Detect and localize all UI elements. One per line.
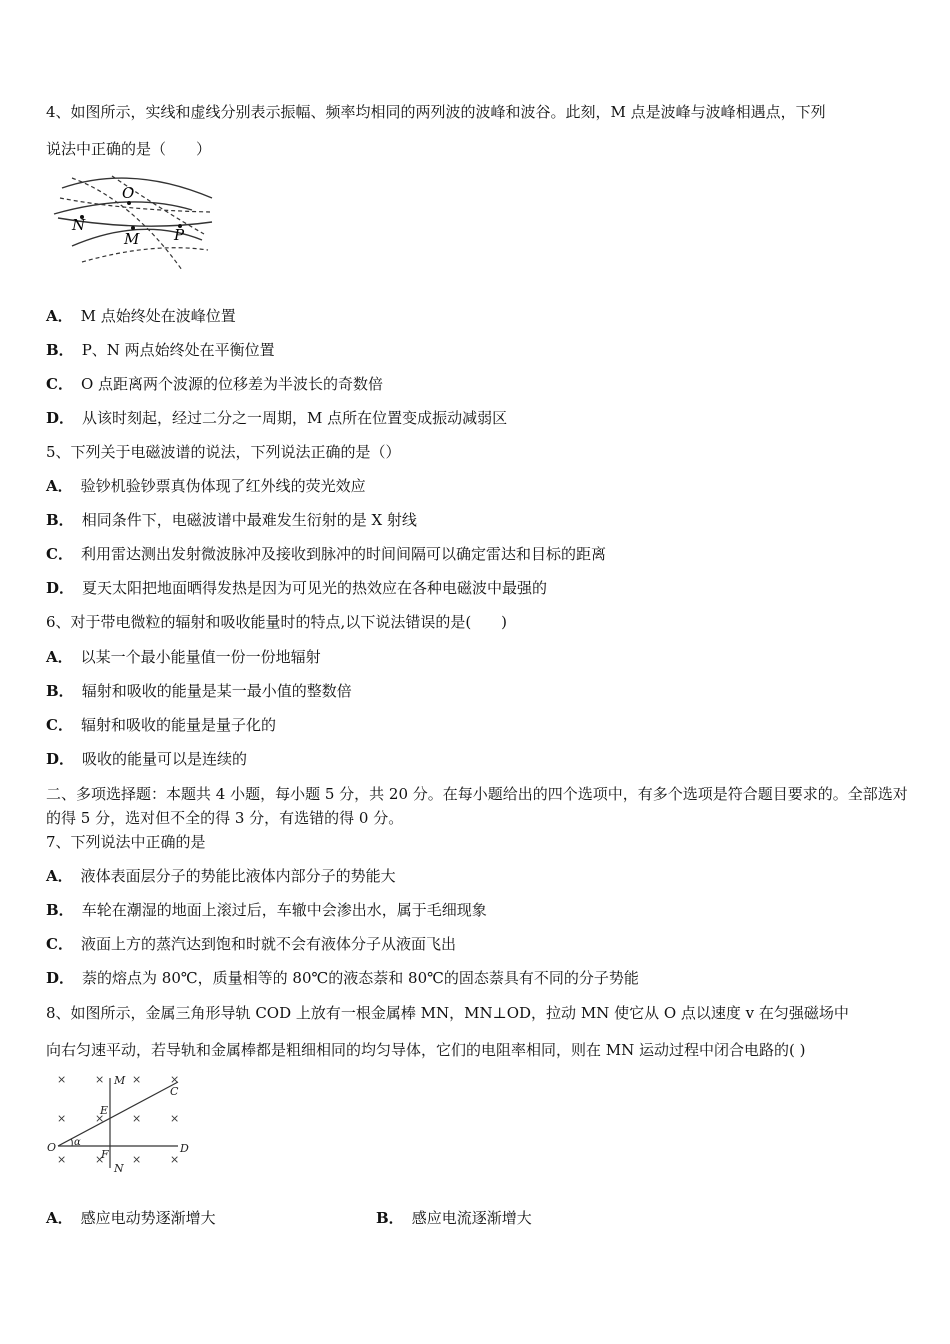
option-text: 液面上方的蒸汽达到饱和时就不会有液体分子从液面飞出	[80, 935, 456, 953]
q4-option-d	[46, 408, 910, 428]
option-label: A．	[46, 477, 73, 495]
point-p-label: P	[174, 226, 185, 244]
option-text: 萘的熔点为 80℃，质量相等的 80℃的液态萘和 80℃的固态萘具有不同的分子势能	[82, 969, 639, 987]
option-text: 液体表面层分子的势能比液体内部分子的势能大	[80, 867, 396, 885]
option-label: C．	[46, 935, 73, 953]
label-n: N	[114, 1162, 124, 1175]
cross-mark: ×	[170, 1073, 180, 1086]
label-f: F	[101, 1148, 109, 1161]
cross-mark: ×	[95, 1073, 105, 1086]
option-text: 车轮在潮湿的地面上滚过后，车辙中会渗出水，属于毛细现象	[81, 901, 487, 919]
option-text: O 点距离两个波源的位移差为半波长的奇数倍	[80, 375, 384, 393]
option-text: P、N 两点始终处在平衡位置	[81, 341, 275, 359]
q6-option-c	[46, 715, 910, 735]
q5-option-c	[46, 544, 910, 564]
option-text: 相同条件下，电磁波谱中最难发生衍射的是 X 射线	[81, 511, 417, 529]
option-text: 吸收的能量可以是连续的	[82, 750, 248, 768]
label-m: M	[114, 1074, 126, 1087]
cross-mark: ×	[170, 1153, 180, 1166]
option-label: B．	[376, 1209, 404, 1227]
cross-mark: ×	[95, 1153, 105, 1166]
q5-stem: 5、下列关于电磁波谱的说法，下列说法正确的是（）	[46, 443, 401, 461]
cross-mark: ×	[132, 1073, 142, 1086]
label-alpha: α	[74, 1137, 81, 1148]
q5-option-b	[46, 510, 910, 530]
q6-option-b	[46, 681, 910, 701]
q5-option-a	[46, 476, 910, 496]
option-text: M 点始终处在波峰位置	[80, 307, 236, 325]
point-m-label: M	[124, 230, 140, 248]
label-c: C	[170, 1085, 179, 1098]
option-label: B．	[46, 511, 74, 529]
cross-mark: ×	[132, 1112, 142, 1125]
cross-mark: ×	[132, 1153, 142, 1166]
q4-option-c	[46, 374, 910, 394]
q7-option-b	[46, 900, 910, 920]
q8-option-b	[376, 1208, 676, 1228]
option-label: B．	[46, 682, 74, 700]
option-label: A．	[46, 1209, 73, 1227]
option-label: D．	[46, 969, 75, 987]
q6-stem: 6、对于带电微粒的辐射和吸收能量时的特点,以下说法错误的是( )	[46, 613, 508, 631]
q7-option-a	[46, 866, 910, 886]
q8-stem-line2: 向右匀速平动，若导轨和金属棒都是粗细相同的均匀导体，它们的电阻率相同，则在 MN 运动过程中闭合电路的( )	[46, 1041, 806, 1059]
option-label: A．	[46, 867, 73, 885]
option-label: B．	[46, 901, 74, 919]
option-text: 验钞机验钞票真伪体现了红外线的荧光效应	[80, 477, 366, 495]
wave-interference-figure	[52, 170, 222, 282]
cross-mark: ×	[57, 1112, 67, 1125]
option-text: 以某一个最小能量值一份一份地辐射	[80, 648, 321, 666]
q8-stem-line1: 8、如图所示，金属三角形导轨 COD 上放有一根金属棒 MN，MN⊥OD，拉动 MN 使它从 O 点以速度 v 在匀强磁场中	[46, 1004, 849, 1022]
option-text: 辐射和吸收的能量是量子化的	[80, 716, 276, 734]
label-e: E	[100, 1104, 109, 1117]
option-label: C．	[46, 375, 73, 393]
q6-option-a	[46, 647, 910, 667]
option-label: D．	[46, 409, 75, 427]
q4-option-a	[46, 306, 910, 326]
option-label: D．	[46, 579, 75, 597]
section2-instructions: 二、多项选择题：本题共 4 小题，每小题 5 分，共 20 分。在每小题给出的四个选项中，有多个选项是符合题目要求的。全部选对的得 5 分，选对但不全的得 3 分，有选错的得 0 分。	[46, 785, 908, 827]
label-d: D	[180, 1142, 189, 1155]
q8-option-a	[46, 1208, 346, 1228]
q5-option-d	[46, 578, 910, 598]
option-text: 从该时刻起，经过二分之一周期，M 点所在位置变成振动减弱区	[82, 409, 508, 427]
option-label: A．	[46, 648, 73, 666]
option-text: 感应电流逐渐增大	[411, 1209, 532, 1227]
q4-stem-line1: 4、如图所示，实线和虚线分别表示振幅、频率均相同的两列波的波峰和波谷。此刻，M 点是波峰与波峰相遇点，下列	[46, 103, 826, 121]
cross-mark: ×	[95, 1112, 105, 1125]
rail-magnetic-field-figure	[44, 1068, 194, 1182]
option-text: 辐射和吸收的能量是某一最小值的整数倍	[81, 682, 352, 700]
label-o: O	[47, 1141, 57, 1154]
option-label: A．	[46, 307, 73, 325]
q7-stem: 7、下列说法中正确的是	[46, 833, 206, 851]
q7-option-d	[46, 968, 910, 988]
cross-mark: ×	[57, 1073, 67, 1086]
option-text: 夏天太阳把地面晒得发热是因为可见光的热效应在各种电磁波中最强的	[82, 579, 548, 597]
point-o-label: O	[122, 184, 135, 202]
option-text: 感应电动势逐渐增大	[80, 1209, 216, 1227]
q6-option-d	[46, 749, 910, 769]
option-label: C．	[46, 545, 73, 563]
cross-mark: ×	[170, 1112, 180, 1125]
option-label: D．	[46, 750, 75, 768]
point-n-label: N	[72, 216, 86, 234]
q4-stem-line2: 说法中正确的是（ ）	[46, 140, 212, 158]
option-label: B．	[46, 341, 74, 359]
option-label: C．	[46, 716, 73, 734]
q4-option-b	[46, 340, 910, 360]
cross-mark: ×	[57, 1153, 67, 1166]
q7-option-c	[46, 934, 910, 954]
option-text: 利用雷达测出发射微波脉冲及接收到脉冲的时间间隔可以确定雷达和目标的距离	[80, 545, 606, 563]
